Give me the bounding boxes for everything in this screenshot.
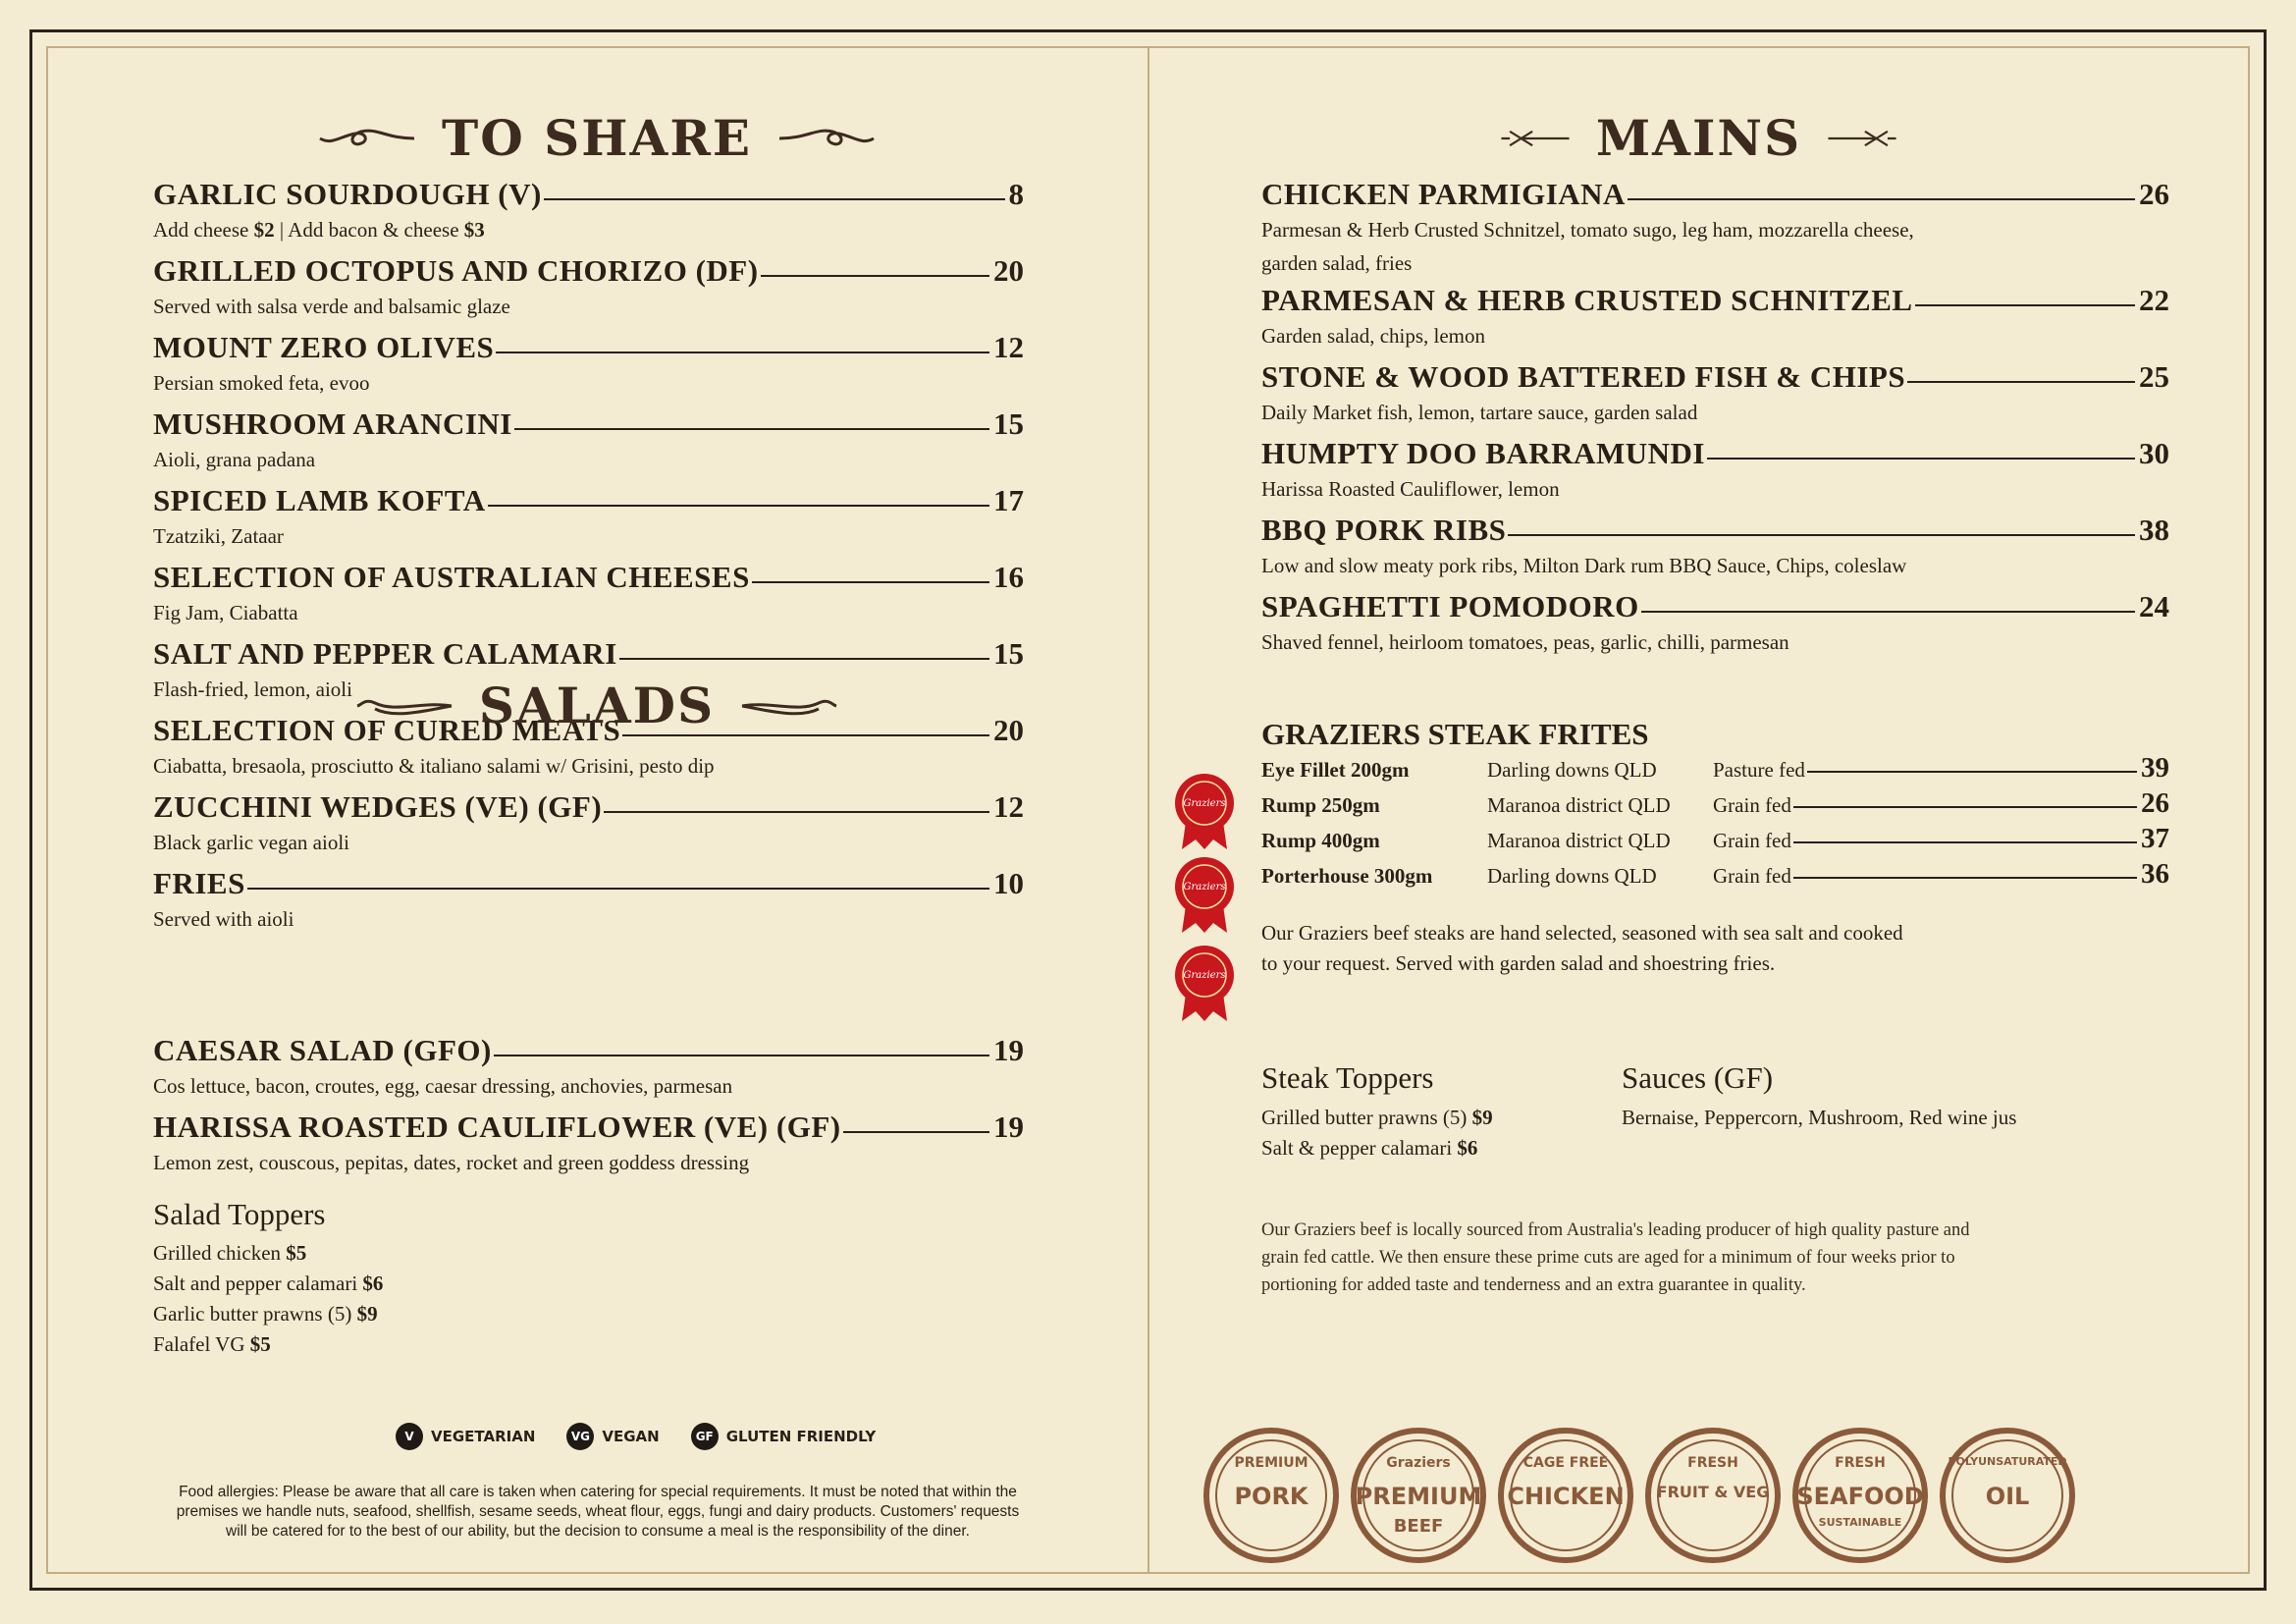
topper-item <box>1261 1133 1493 1164</box>
legend-item <box>396 1423 535 1450</box>
topper-price: $6 <box>362 1272 384 1295</box>
badge-top-text: POLYUNSATURATED <box>1948 1455 2067 1468</box>
menu-item-price: 12 <box>993 789 1024 824</box>
steak-region: Darling downs QLD <box>1487 864 1657 888</box>
arrow-flourish-left-icon <box>1500 122 1571 155</box>
ribbon-brand-text: Graziers <box>1183 798 1226 809</box>
menu-item-name: SALT AND PEPPER CALAMARI <box>153 636 617 671</box>
menu-item-name: SELECTION OF CURED MEATS <box>153 713 621 747</box>
legend-label: GLUTEN FRIENDLY <box>725 1428 877 1445</box>
steak-cut: Rump 250gm <box>1261 793 1380 817</box>
menu-item-name: SPAGHETTI POMODORO <box>1261 589 1639 623</box>
steak-price: 39 <box>2141 752 2169 784</box>
price-leader-line <box>622 734 989 736</box>
to-share-title: TO SHARE <box>442 109 752 167</box>
menu-item-row <box>153 636 1024 672</box>
menu-item-price: 12 <box>993 330 1024 364</box>
legend-label: VEGETARIAN <box>431 1428 536 1445</box>
menu-item-name: GRILLED OCTOPUS AND CHORIZO (DF) <box>153 253 759 288</box>
mains-title: MAINS <box>1595 109 1802 167</box>
menu-item-description: Daily Market fish, lemon, tartare sauce, garden salad <box>1261 401 1698 424</box>
cage-free-chicken-badge-icon <box>1496 1426 1635 1565</box>
add-on-price: $3 <box>463 218 485 242</box>
menu-item <box>153 866 1024 935</box>
menu-item-row <box>153 406 1024 442</box>
badge-top-text: CAGE FREE <box>1522 1455 1609 1471</box>
price-leader-line <box>247 888 989 890</box>
mains-heading <box>1149 109 2248 167</box>
badge-main-text: PORK <box>1234 1483 1308 1510</box>
premium-beef-badge-icon <box>1349 1426 1488 1565</box>
menu-item <box>153 253 1024 322</box>
menu-item-price: 15 <box>993 406 1024 441</box>
to-share-heading <box>48 109 1146 167</box>
badge-sub-text: BEEF <box>1393 1516 1444 1537</box>
price-leader-line <box>752 581 989 583</box>
menu-item-row <box>1261 589 2169 624</box>
menu-item <box>153 789 1024 858</box>
dietary-legend <box>396 1423 897 1450</box>
menu-item <box>153 330 1024 399</box>
topper-item <box>153 1238 383 1269</box>
topper-item <box>1261 1103 1493 1133</box>
menu-item-price: 24 <box>2139 589 2169 623</box>
steak-cut: Porterhouse 300gm <box>1261 864 1433 888</box>
menu-item <box>1261 589 2169 658</box>
steak-feed: Grain fed <box>1713 829 1791 852</box>
graziers-ribbon-icon <box>1174 773 1235 851</box>
menu-item-price: 20 <box>993 713 1024 747</box>
menu-item-name: SPICED LAMB KOFTA <box>153 483 486 517</box>
add-on-label: | Add bacon & cheese <box>274 218 464 242</box>
price-leader-line <box>1907 381 2135 383</box>
add-on-label: Add cheese <box>153 218 254 242</box>
menu-item-description: Aioli, grana padana <box>153 448 316 471</box>
steak-row <box>1261 858 2169 891</box>
legend-label: VEGAN <box>602 1428 660 1445</box>
menu-item-price: 25 <box>2139 359 2169 394</box>
menu-item <box>153 1033 1024 1102</box>
menu-item-name: MUSHROOM ARANCINI <box>153 406 512 441</box>
topper-item <box>153 1299 383 1329</box>
badge-main-text: OIL <box>1985 1483 2030 1510</box>
menu-item-price: 20 <box>993 253 1024 288</box>
graziers-ribbon-icon <box>1174 856 1235 935</box>
menu-item <box>1261 436 2169 505</box>
steak-frites-title: GRAZIERS STEAK FRITES <box>1261 717 1649 751</box>
steak-price: 26 <box>2141 787 2169 819</box>
menu-item-description: Served with salsa verde and balsamic glaze <box>153 295 510 318</box>
badge-main-text: FRUIT & VEG <box>1656 1483 1770 1501</box>
menu-item-description: Cos lettuce, bacon, croutes, egg, caesar dressing, anchovies, parmesan <box>153 1074 733 1098</box>
salads-title: SALADS <box>478 677 716 734</box>
steak-region: Maranoa district QLD <box>1487 793 1671 817</box>
menu-item-price: 30 <box>2139 436 2169 470</box>
menu-item-name: PARMESAN & HERB CRUSTED SCHNITZEL <box>1261 283 1913 317</box>
menu-item-name: FRIES <box>153 866 245 900</box>
badge-top-text: Graziers <box>1386 1455 1451 1471</box>
steak-row <box>1261 787 2169 820</box>
menu-item-row <box>153 330 1024 365</box>
price-leader-line <box>514 428 989 430</box>
menu-item-name: ZUCCHINI WEDGES (VE) (GF) <box>153 789 603 824</box>
steak-region: Maranoa district QLD <box>1487 829 1671 852</box>
beef-note-line-3: portioning for added taste and tenderness and an extra guarantee in quality. <box>1261 1275 1806 1295</box>
salads-heading <box>48 677 1146 734</box>
legend-badge-icon: GF <box>691 1423 719 1450</box>
steak-region: Darling downs QLD <box>1487 758 1657 782</box>
steak-row <box>1261 823 2169 855</box>
topper-price: $5 <box>286 1241 307 1265</box>
topper-price: $5 <box>249 1332 271 1356</box>
menu-item-price: 22 <box>2139 283 2169 317</box>
fresh-seafood-badge-icon <box>1790 1426 1930 1565</box>
badge-main-text: PREMIUM <box>1355 1483 1482 1510</box>
menu-item-name: MOUNT ZERO OLIVES <box>153 330 495 364</box>
price-leader-line <box>496 352 989 353</box>
menu-item-name: SELECTION OF AUSTRALIAN CHEESES <box>153 560 750 594</box>
salad-toppers-list <box>153 1238 383 1360</box>
badge-sub-text: SUSTAINABLE <box>1818 1516 1902 1529</box>
topper-price: $9 <box>1471 1106 1493 1129</box>
ribbon-brand-text: Graziers <box>1183 882 1226 893</box>
menu-item <box>153 1110 1024 1178</box>
menu-item-price: 15 <box>993 636 1024 671</box>
price-leader-line <box>1807 771 2137 773</box>
price-leader-line <box>1793 806 2137 808</box>
price-leader-line <box>761 275 989 277</box>
topper-label: Garlic butter prawns (5) <box>153 1302 357 1326</box>
premium-pork-badge-icon <box>1201 1426 1341 1565</box>
flourish-left-icon <box>355 689 454 723</box>
polyunsaturated-oil-badge-icon <box>1938 1426 2077 1565</box>
steak-feed: Grain fed <box>1713 793 1791 817</box>
menu-item-row <box>153 483 1024 518</box>
topper-item <box>153 1329 383 1360</box>
menu-item-row <box>1261 359 2169 395</box>
legend-badge-icon: V <box>396 1423 423 1450</box>
steak-feed: Grain fed <box>1713 864 1791 888</box>
steak-toppers-title: Steak Toppers <box>1261 1060 1434 1095</box>
beef-note-line-2: grain fed cattle. We then ensure these prime cuts are aged for a minimum of four weeks prior to <box>1261 1248 1955 1268</box>
topper-label: Grilled butter prawns (5) <box>1261 1106 1472 1129</box>
allergy-note <box>107 1483 1089 1542</box>
menu-item <box>1261 359 2169 428</box>
menu-item-name: CAESAR SALAD (GFO) <box>153 1033 492 1067</box>
menu-item-row <box>1261 177 2169 212</box>
menu-item <box>1261 513 2169 581</box>
price-leader-line <box>604 811 989 813</box>
menu-item-name: CHICKEN PARMIGIANA <box>1261 177 1626 211</box>
salad-toppers-title: Salad Toppers <box>153 1197 326 1231</box>
price-leader-line <box>544 198 1005 200</box>
menu-item-description: Low and slow meaty pork ribs, Milton Dark rum BBQ Sauce, Chips, coleslaw <box>1261 554 1907 577</box>
menu-item-row <box>153 253 1024 289</box>
allergy-line-2: premises we handle nuts, seafood, shellfish, sesame seeds, wheat flour, eggs, fungi and dairy products. Customers' requests <box>176 1503 1020 1520</box>
beef-note-line-1: Our Graziers beef is locally sourced from Australia's leading producer of high quality pasture and <box>1261 1220 1970 1240</box>
menu-item <box>1261 283 2169 352</box>
topper-label: Salt & pepper calamari <box>1261 1136 1458 1160</box>
price-leader-line <box>1793 841 2137 843</box>
topper-label: Grilled chicken <box>153 1241 287 1265</box>
menu-item-description: Harissa Roasted Cauliflower, lemon <box>1261 477 1560 501</box>
flourish-right-icon <box>777 122 876 155</box>
topper-price: $9 <box>356 1302 378 1326</box>
price-leader-line <box>1508 534 2135 536</box>
price-leader-line <box>1641 611 2135 613</box>
menu-item-row <box>153 1033 1024 1068</box>
steak-row <box>1261 752 2169 785</box>
menu-item-row <box>153 560 1024 595</box>
menu-item-price: 8 <box>1008 177 1024 211</box>
price-leader-line <box>619 658 989 660</box>
allergy-line-3: will be catered for to the best of our ability, but the decision to consume a meal is the responsibility of the diner. <box>226 1523 970 1540</box>
steak-cut: Rump 400gm <box>1261 829 1380 852</box>
topper-item <box>153 1269 383 1299</box>
fresh-fruit-veg-badge-icon <box>1643 1426 1783 1565</box>
menu-item <box>153 177 1024 245</box>
steak-cut: Eye Fillet 200gm <box>1261 758 1410 782</box>
badge-top-text: FRESH <box>1835 1455 1886 1471</box>
menu-item-description: Persian smoked feta, evoo <box>153 371 370 395</box>
right-page <box>1149 46 2248 1574</box>
menu-item-row <box>1261 283 2169 318</box>
menu-item-description: Black garlic vegan aioli <box>153 831 350 854</box>
badge-main-text: CHICKEN <box>1507 1483 1625 1510</box>
menu-item-description: Shaved fennel, heirloom tomatoes, peas, garlic, chilli, parmesan <box>1261 630 1789 654</box>
steak-price: 37 <box>2141 823 2169 854</box>
price-leader-line <box>1915 304 2135 306</box>
badge-top-text: PREMIUM <box>1234 1455 1308 1471</box>
sauces-text: Bernaise, Peppercorn, Mushroom, Red wine jus <box>1622 1106 2017 1129</box>
left-page <box>48 46 1146 1574</box>
steak-note-line-1: Our Graziers beef steaks are hand selected, seasoned with sea salt and cooked <box>1261 921 1903 945</box>
menu-item-description-cont: garden salad, fries <box>1261 251 1413 275</box>
topper-label: Falafel VG <box>153 1332 250 1356</box>
flourish-left-icon <box>318 122 416 155</box>
steak-feed: Pasture fed <box>1713 758 1805 782</box>
menu-item-name: BBQ PORK RIBS <box>1261 513 1507 547</box>
steak-price: 36 <box>2141 858 2169 890</box>
menu-item-description <box>153 215 1024 245</box>
menu-item <box>1261 177 2169 279</box>
menu-item-price: 19 <box>993 1033 1024 1067</box>
legend-badge-icon: VG <box>566 1423 594 1450</box>
menu-item <box>153 560 1024 628</box>
steak-note-line-2: to your request. Served with garden salad and shoestring fries. <box>1261 951 1776 975</box>
menu-item-row <box>153 177 1024 212</box>
add-on-price: $2 <box>253 218 275 242</box>
ribbon-brand-text: Graziers <box>1183 970 1226 981</box>
menu-item-description: Fig Jam, Ciabatta <box>153 601 298 624</box>
menu-item-price: 10 <box>993 866 1024 900</box>
graziers-ribbon-icon <box>1174 945 1235 1023</box>
menu-item-row <box>1261 513 2169 548</box>
badge-main-text: SEAFOOD <box>1796 1483 1924 1510</box>
menu-item-price: 26 <box>2139 177 2169 211</box>
menu-item-name: GARLIC SOURDOUGH (V) <box>153 177 542 211</box>
menu-item-row <box>1261 436 2169 471</box>
menu-item-description: Flash-fried, lemon, aioli <box>153 677 352 701</box>
steak-note <box>1261 918 1903 979</box>
allergy-line-1: Food allergies: Please be aware that all care is taken when catering for special requirements. It must be noted that within the <box>179 1484 1017 1500</box>
menu-item <box>153 406 1024 475</box>
menu-item-description: Lemon zest, couscous, pepitas, dates, rocket and green goddess dressing <box>153 1151 750 1174</box>
topper-label: Salt and pepper calamari <box>153 1272 363 1295</box>
menu-item-price: 16 <box>993 560 1024 594</box>
menu-item-description: Served with aioli <box>153 907 294 931</box>
price-leader-line <box>488 505 989 507</box>
beef-sourcing-note <box>1261 1217 1970 1299</box>
menu-item-price: 38 <box>2139 513 2169 547</box>
menu-item-row <box>153 866 1024 901</box>
menu-item-price: 17 <box>993 483 1024 517</box>
menu-item-description: Ciabatta, bresaola, prosciutto & italiano salami w/ Grisini, pesto dip <box>153 754 715 778</box>
price-leader-line <box>494 1055 989 1056</box>
menu-item-name: HARISSA ROASTED CAULIFLOWER (VE) (GF) <box>153 1110 841 1144</box>
price-leader-line <box>1793 877 2137 879</box>
menu-item-price: 19 <box>993 1110 1024 1144</box>
price-leader-line <box>843 1131 989 1133</box>
topper-price: $6 <box>1457 1136 1478 1160</box>
menu-item-description: Tzatziki, Zataar <box>153 524 284 548</box>
price-leader-line <box>1628 198 2135 200</box>
menu-item-description: Parmesan & Herb Crusted Schnitzel, tomato sugo, leg ham, mozzarella cheese, <box>1261 218 1914 242</box>
menu-item-description: Garden salad, chips, lemon <box>1261 324 1486 348</box>
arrow-flourish-right-icon <box>1827 122 1897 155</box>
menu-item-name: STONE & WOOD BATTERED FISH & CHIPS <box>1261 359 1906 394</box>
sauces-title: Sauces (GF) <box>1622 1060 1774 1095</box>
steak-toppers-list <box>1261 1103 1493 1164</box>
menu-item-row <box>153 789 1024 825</box>
menu-item-row <box>153 1110 1024 1145</box>
badge-top-text: FRESH <box>1687 1455 1738 1471</box>
flourish-right-icon <box>740 689 838 723</box>
menu-item-name: HUMPTY DOO BARRAMUNDI <box>1261 436 1705 470</box>
legend-item <box>566 1423 659 1450</box>
menu-item <box>153 483 1024 552</box>
price-leader-line <box>1707 458 2135 460</box>
legend-item <box>691 1423 876 1450</box>
